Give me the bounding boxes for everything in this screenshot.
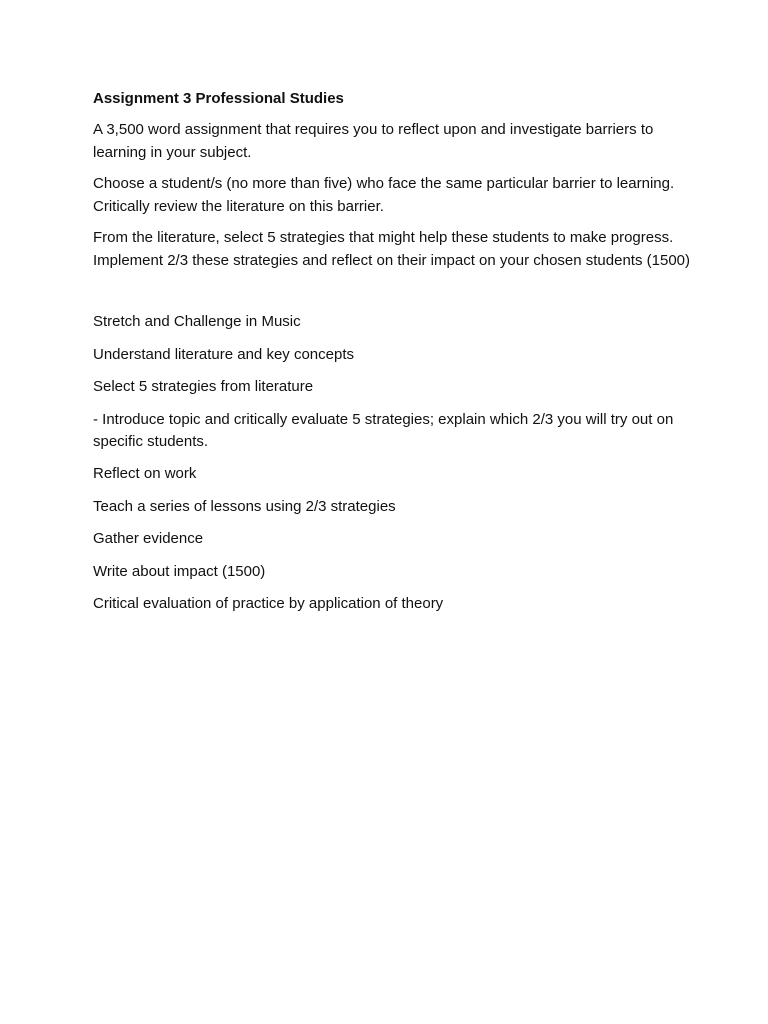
list-item: Gather evidence [93, 530, 204, 547]
blank-line [93, 281, 693, 311]
paragraph-strategies: From the literature, select 5 strategies that might help these students to make progress. Implement 2/3 these strategies and reflect on their impact on your chosen students (1500) [93, 229, 690, 269]
list-item: - Introduce topic and critically evaluate 5 strategies; explain which 2/3 you will try out on specific students. [93, 410, 674, 450]
list-item: Understand literature and key concepts [93, 345, 354, 363]
list-item: Reflect on work [93, 465, 197, 482]
list-item: Write about impact (1500) [93, 562, 266, 580]
paragraph-assignment-description: A 3,500 word assignment that requires you to reflect upon and investigate barriers to learning in your subject. [93, 121, 654, 161]
document-title: Assignment 3 Professional Studies [93, 90, 344, 107]
list-item: Select 5 strategies from literature [93, 378, 314, 395]
document-page [93, 88, 693, 626]
list-item: Teach a series of lessons using 2/3 strategies [93, 497, 396, 515]
paragraph-choose-students: Choose a student/s (no more than five) who face the same particular barrier to learning. Critically review the literature on this barrier. [93, 175, 675, 215]
list-item: Stretch and Challenge in Music [93, 313, 301, 330]
list-item: Critical evaluation of practice by application of theory [93, 595, 444, 612]
